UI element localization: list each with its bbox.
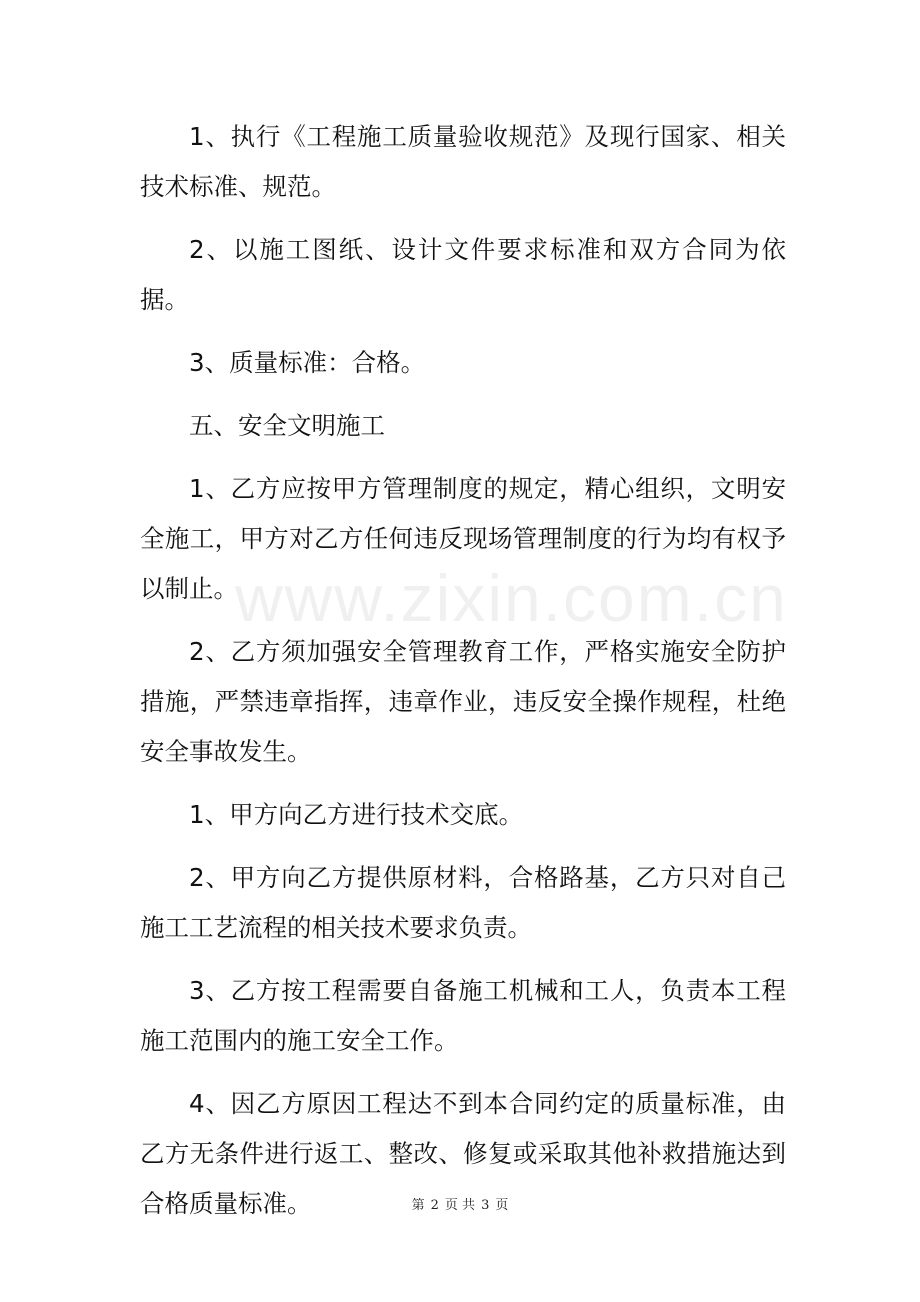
paragraph: 1、甲方向乙方进行技术交底。 (189, 800, 524, 829)
paragraph: 3、乙方按工程需要自备施工机械和工人，负责本工程施工范围内的施工安全工作。 (140, 976, 786, 1055)
paragraph: 3、质量标准：合格。 (189, 348, 426, 377)
watermark-text: www.zixin.com.cn (235, 561, 788, 635)
paragraph: 2、乙方须加强安全管理教育工作，严格实施安全防护措施，严禁违章指挥，违章作业，违反安全操作规程，杜绝安全事故发生。 (140, 637, 786, 766)
section-heading: 五、安全文明施工 (189, 411, 385, 440)
footer-current-page: 2 (430, 1198, 439, 1213)
page-footer (0, 1194, 920, 1213)
paragraph: 1、乙方应按甲方管理制度的规定，精心组织，文明安全施工，甲方对乙方任何违反现场管理制度的行为均有权予以制止。 (140, 474, 786, 603)
paragraph: 4、因乙方原因工程达不到本合同约定的质量标准，由乙方无条件进行返工、整改、修复或采取其他补救措施达到合格质量标准。 (140, 1089, 786, 1218)
paragraph: 2、以施工图纸、设计文件要求标准和双方合同为依据。 (140, 235, 786, 314)
footer-middle: 页 共 (444, 1198, 476, 1213)
document-body (140, 112, 786, 1242)
footer-prefix: 第 (411, 1198, 425, 1213)
paragraph: 2、甲方向乙方提供原材料，合格路基，乙方只对自己施工工艺流程的相关技术要求负责。 (140, 863, 786, 942)
footer-total-pages: 3 (481, 1198, 490, 1213)
paragraph: 1、执行《工程施工质量验收规范》及现行国家、相关技术标准、规范。 (140, 122, 786, 201)
footer-suffix: 页 (495, 1198, 509, 1213)
